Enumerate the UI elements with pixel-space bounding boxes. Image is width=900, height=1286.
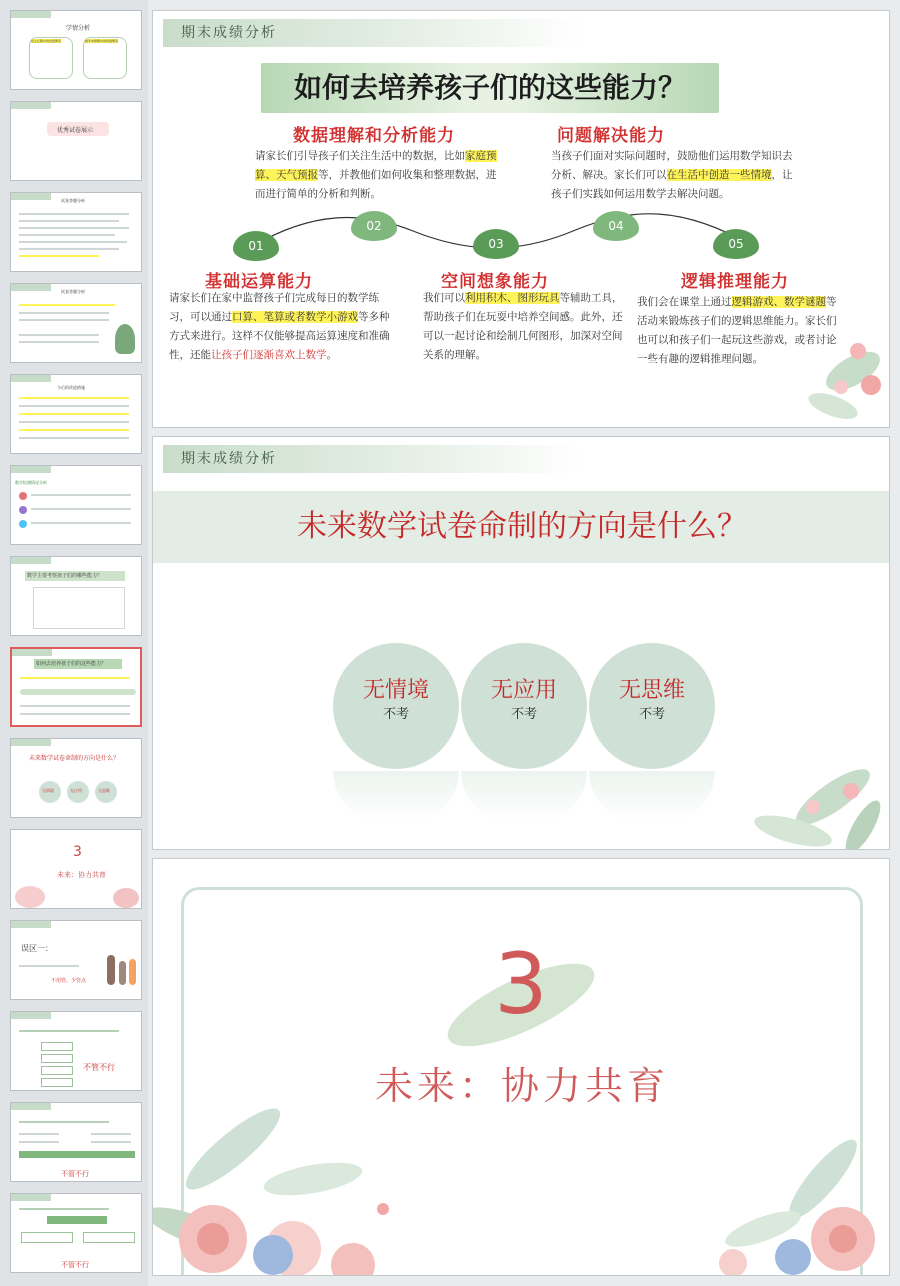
slide-2-future-exam[interactable] bbox=[152, 436, 890, 850]
body-text: 等，并教他们如何收集和整理数据，进而进行简单的分析和判断。 bbox=[255, 169, 497, 200]
thumbnail-3[interactable] bbox=[10, 192, 142, 272]
circle-reflection bbox=[333, 771, 459, 823]
circle-reflection bbox=[589, 771, 715, 823]
flower-decoration bbox=[713, 727, 890, 850]
thumb-section-bar bbox=[11, 102, 51, 109]
flower-decoration bbox=[803, 311, 890, 428]
thumb-section-bar bbox=[11, 284, 51, 291]
thumb-section-bar bbox=[11, 921, 51, 928]
thumb-title: 不管不行 bbox=[61, 1261, 89, 1269]
ability-title-data: 数据理解和分析能力 bbox=[293, 126, 455, 146]
ability-body-data bbox=[255, 147, 499, 204]
circle-main-label: 无情境 bbox=[362, 678, 429, 703]
body-text: 等辅助工具，帮助孩子们在玩耍中培养空间感。此外，还可以一起讨论和绘制几何图形，加深对空间关系的理解。 bbox=[423, 292, 623, 361]
circle-sub-label: 不考 bbox=[638, 707, 665, 722]
thumbnail-12[interactable] bbox=[10, 1011, 142, 1091]
red-text: 让孩子们逐渐喜欢上数学 bbox=[211, 349, 327, 361]
ability-body-space bbox=[423, 289, 623, 365]
circle-sub-label: 不考 bbox=[510, 707, 537, 722]
circle-reflection bbox=[461, 771, 587, 823]
highlight-text: 利用积木、图形玩具 bbox=[465, 292, 560, 304]
highlight-text: 口算、笔算或者数学小游戏 bbox=[232, 311, 358, 323]
thumbnail-13[interactable] bbox=[10, 1102, 142, 1182]
thumb-title: 试卷答题分析 bbox=[61, 198, 85, 203]
body-text: ，让孩子们实践如何运用数学去解决问题。 bbox=[551, 169, 793, 200]
thumbnail-11[interactable] bbox=[10, 920, 142, 1000]
ability-title-logic: 逻辑推理能力 bbox=[681, 272, 789, 292]
thumb-circle-label: 无情境 bbox=[42, 788, 54, 793]
section-title: 未来：协力共育 bbox=[374, 1064, 669, 1108]
thumb-title: 数学检测情况分析 bbox=[15, 480, 47, 485]
slide-1-abilities[interactable] bbox=[152, 10, 890, 428]
thumbnail-9[interactable] bbox=[10, 738, 142, 818]
ability-title-problem: 问题解决能力 bbox=[557, 126, 665, 146]
step-leaf-05: 05 bbox=[713, 229, 759, 259]
body-text: 等活动来锻炼孩子们的逻辑思维能力。家长们也可以和孩子们一起玩这些游戏，或者讨论一些有趣的逻辑推理问题。 bbox=[637, 296, 837, 365]
thumb-title: 今后的改进措施 bbox=[57, 385, 85, 390]
thumbnail-8-selected[interactable] bbox=[10, 647, 142, 727]
thumb-title: 不管不行 bbox=[61, 1170, 89, 1178]
flower-decoration-left bbox=[153, 1089, 453, 1276]
circle-no-thinking bbox=[589, 643, 715, 769]
thumb-number: 3 bbox=[73, 844, 82, 860]
ability-body-problem bbox=[551, 147, 801, 204]
thumb-section-bar bbox=[11, 1103, 51, 1110]
thumb-title: 未来：协力共育 bbox=[57, 871, 106, 879]
thumb-title: 学情分析 bbox=[66, 25, 91, 32]
thumb-circle-label: 无应用 bbox=[70, 788, 82, 793]
circle-sub-label: 不考 bbox=[382, 707, 409, 722]
circle-main-label: 无思维 bbox=[618, 678, 685, 703]
thumb-title: 试卷答题分析 bbox=[61, 289, 85, 294]
ability-title-space: 空间想象能力 bbox=[441, 272, 549, 292]
thumb-circle-label: 无思维 bbox=[98, 788, 110, 793]
slide-title: 未来数学试卷命制的方向是什么？ bbox=[297, 509, 747, 544]
circle-main-label: 无应用 bbox=[490, 678, 557, 703]
thumb-section-bar bbox=[11, 466, 51, 473]
step-leaf-03: 03 bbox=[473, 229, 519, 259]
thumbnail-7[interactable] bbox=[10, 556, 142, 636]
thumb-box bbox=[29, 37, 73, 79]
section-tag: 期末成绩分析 bbox=[163, 19, 583, 47]
thumbnail-5[interactable] bbox=[10, 374, 142, 454]
slide-3-section-cover[interactable] bbox=[152, 858, 890, 1276]
thumbnail-1[interactable] bbox=[10, 10, 142, 90]
highlight-text: 逻辑游戏、数学谜题 bbox=[731, 296, 826, 308]
thumb-section-bar bbox=[12, 649, 52, 656]
thumb-section-bar bbox=[11, 1194, 51, 1201]
thumb-title: 未来数学试卷命制的方向是什么？ bbox=[29, 755, 120, 762]
body-text: 请家长们在家中监督孩子们完成每日的数学练习，可以通过 bbox=[169, 292, 379, 323]
thumb-box bbox=[83, 37, 127, 79]
thumbnail-14[interactable] bbox=[10, 1193, 142, 1273]
thumbnail-10[interactable] bbox=[10, 829, 142, 909]
step-leaf-04: 04 bbox=[593, 211, 639, 241]
body-text: 。 bbox=[326, 349, 337, 361]
flower-decoration-right bbox=[653, 1139, 890, 1276]
thumb-section-bar bbox=[11, 557, 51, 564]
thumbnail-4[interactable] bbox=[10, 283, 142, 363]
body-text: 当孩子们面对实际问题时，鼓励他们运用数学知识去分析、解决。家长们可以 bbox=[551, 150, 793, 181]
slide-thumbnail-panel bbox=[0, 0, 148, 1286]
thumb-section-bar bbox=[11, 11, 51, 18]
thumb-box bbox=[33, 587, 125, 629]
circle-no-application bbox=[461, 643, 587, 769]
thumb-sub: 数学老师眼中的班级情况 bbox=[85, 39, 119, 43]
slide-title: 如何去培养孩子们的这些能力？ bbox=[293, 71, 686, 104]
thumb-section-bar bbox=[11, 739, 51, 746]
thumbnail-6[interactable] bbox=[10, 465, 142, 545]
thumb-sub: 不用管、少管点 bbox=[51, 978, 87, 984]
body-text: 我们会在课堂上通过 bbox=[637, 296, 732, 308]
section-number: 3 bbox=[494, 935, 548, 1033]
thumb-title: 数学主要考察孩子们的哪些能力？ bbox=[27, 573, 103, 579]
thumb-sub: 班主任眼中的班级情况 bbox=[31, 39, 62, 43]
body-text: 等多种方式来进行。这样不仅能够提高运算速度和准确性，还能 bbox=[169, 311, 390, 361]
highlight-text: 家庭预算、天气预报 bbox=[255, 150, 497, 181]
section-tag: 期末成绩分析 bbox=[163, 445, 583, 473]
body-text: 我们可以 bbox=[423, 292, 465, 304]
thumb-section-bar bbox=[11, 1012, 51, 1019]
thumbnail-2[interactable] bbox=[10, 101, 142, 181]
step-leaf-01: 01 bbox=[233, 231, 279, 261]
highlight-text: 在生活中创造一些情境 bbox=[666, 169, 772, 181]
ability-body-calc bbox=[169, 289, 391, 365]
thumb-title: 优秀试卷展示 bbox=[57, 127, 94, 134]
thumb-title: 不管不行 bbox=[83, 1063, 115, 1072]
thumb-title: 如何去培养孩子们的这些能力？ bbox=[36, 661, 107, 667]
thumb-section-bar bbox=[11, 193, 51, 200]
ability-title-calc: 基础运算能力 bbox=[205, 272, 313, 292]
thumb-section-bar bbox=[11, 375, 51, 382]
step-leaf-02: 02 bbox=[351, 211, 397, 241]
body-text: 请家长们引导孩子们关注生活中的数据，比如 bbox=[255, 150, 465, 162]
circle-no-context bbox=[333, 643, 459, 769]
thumb-illustration bbox=[115, 324, 135, 354]
thumb-title: 误区一： bbox=[21, 944, 53, 953]
